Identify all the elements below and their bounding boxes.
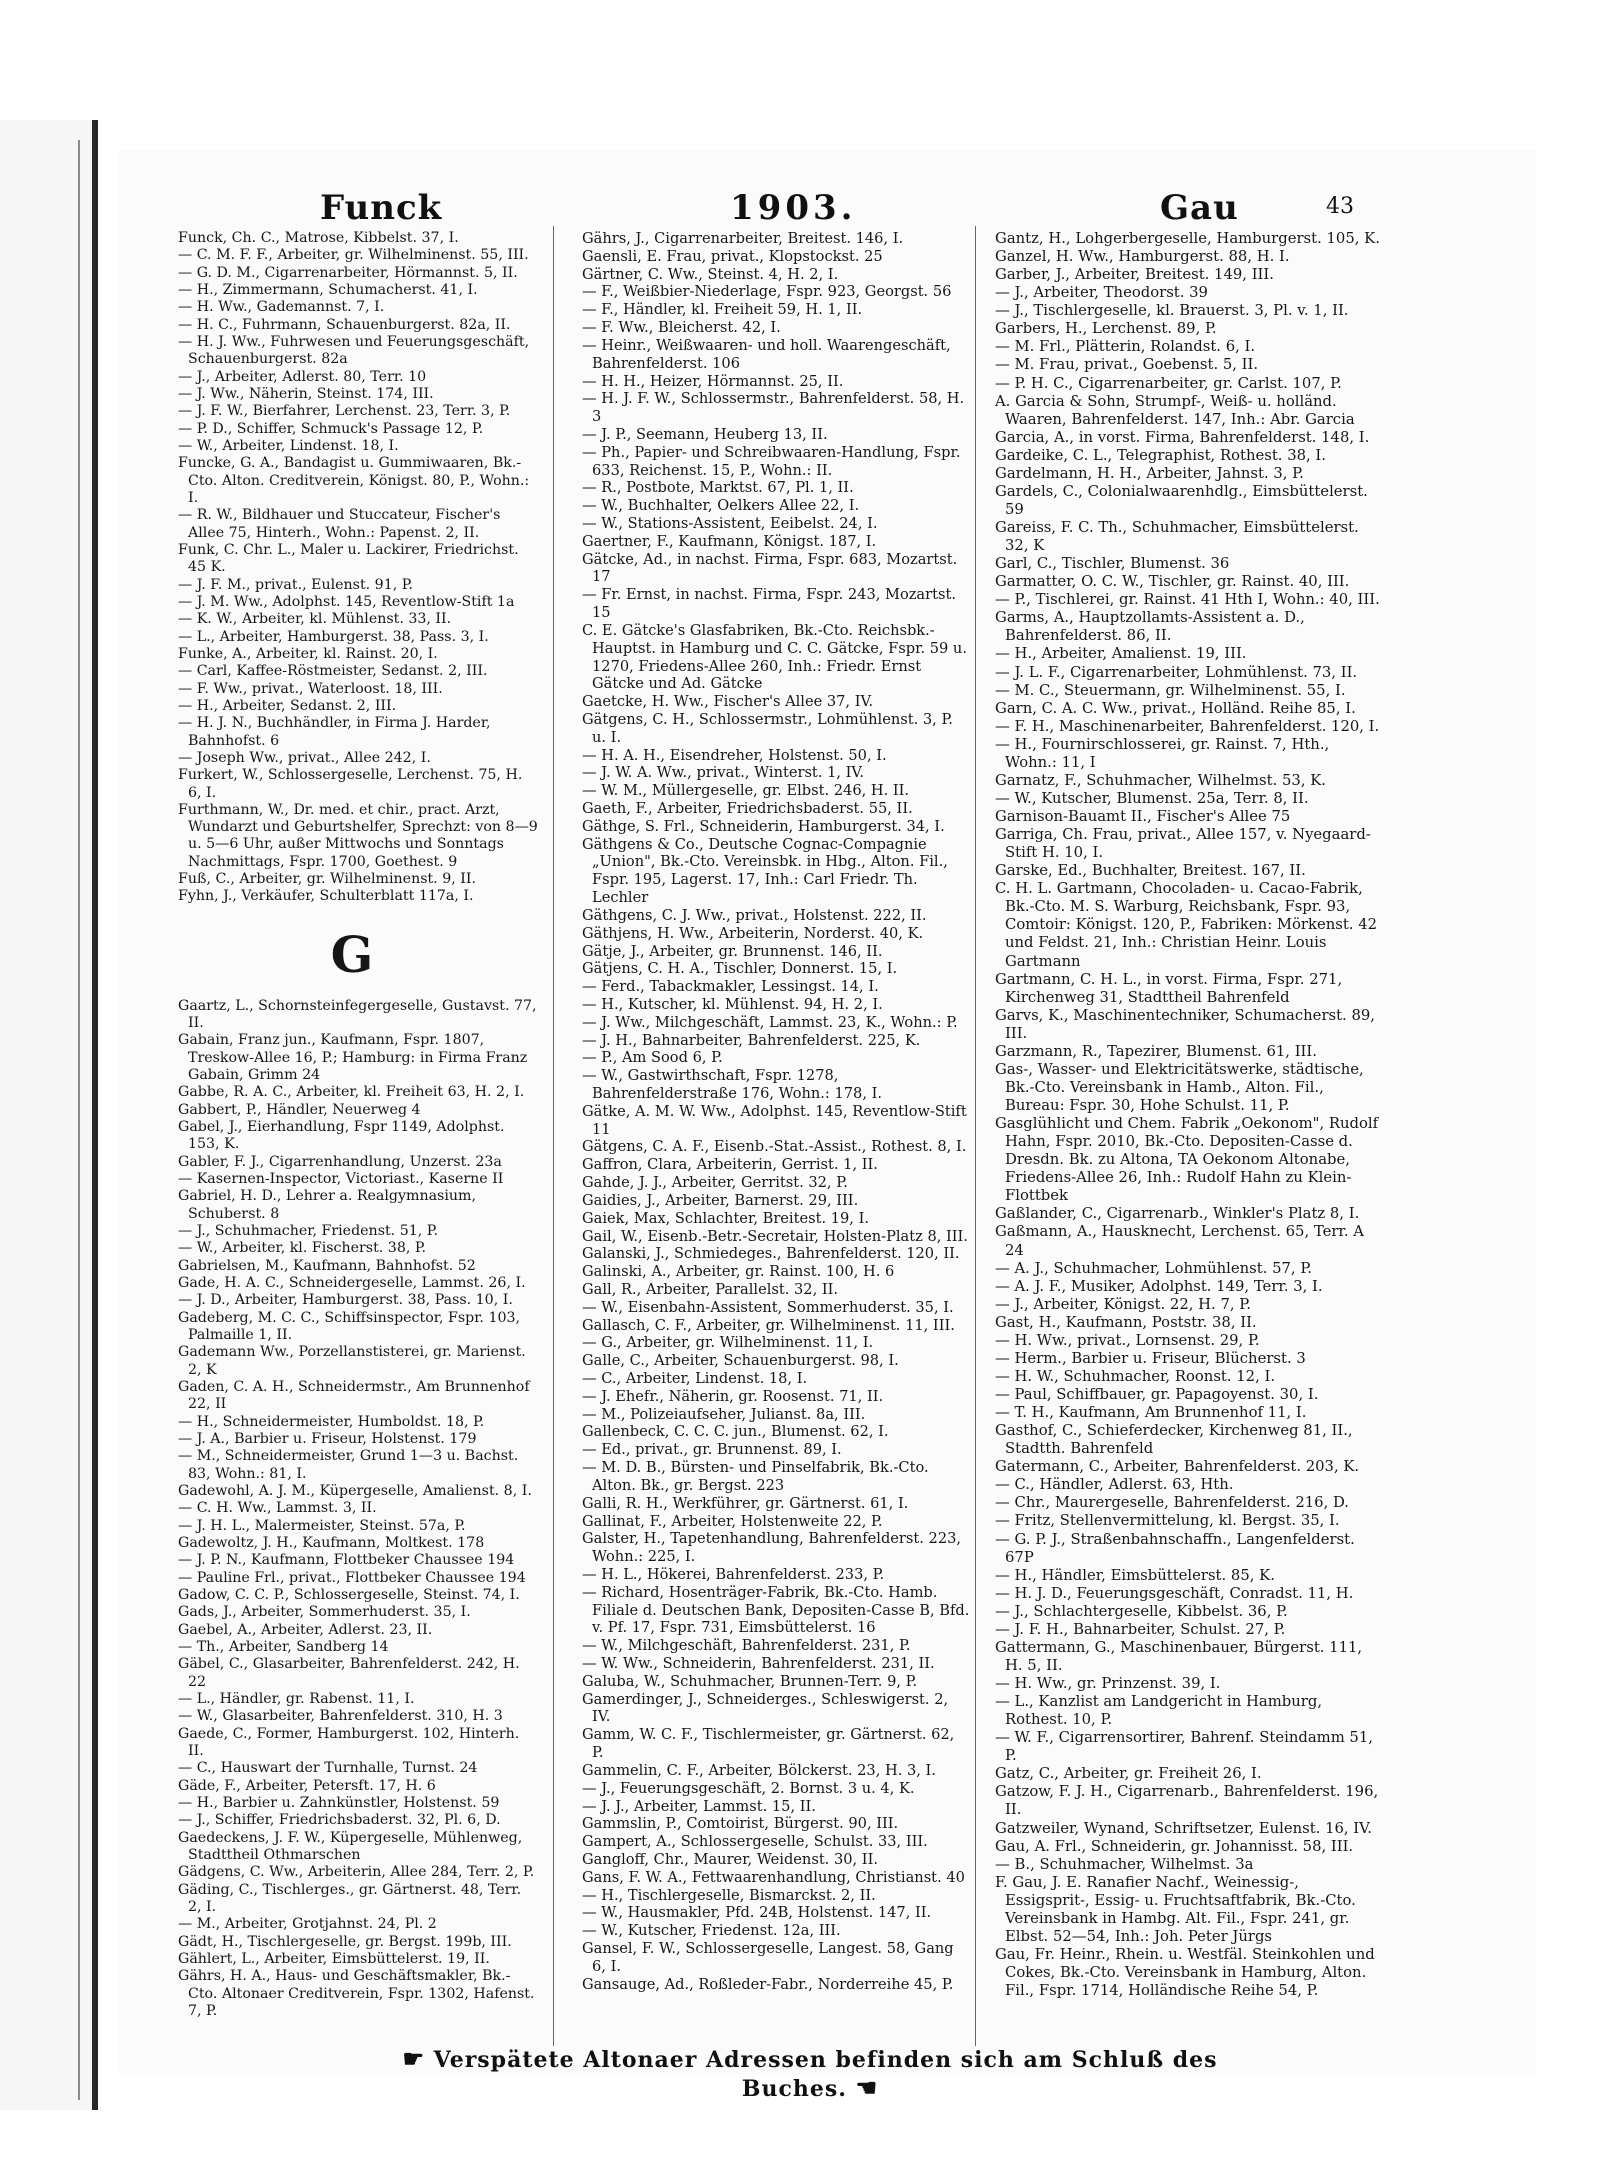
- directory-entry: — L., Händler, gr. Rabenst. 11, I.: [178, 1690, 415, 1707]
- directory-entry: Gadeberg, M. C. C., Schiffsinspector, Fspr. 103, Palmaille 1, II.: [178, 1309, 521, 1344]
- directory-entry: Funk, C. Chr. L., Maler u. Lackirer, Friedrichst. 45 K.: [178, 541, 519, 576]
- directory-entry: — H. Ww., gr. Prinzenst. 39, I.: [995, 1675, 1221, 1692]
- directory-entry: Gallasch, C. F., Arbeiter, gr. Wilhelminenst. 11, III.: [582, 1316, 955, 1334]
- directory-entry: — H., Arbeiter, Amalienst. 19, III.: [995, 645, 1247, 663]
- directory-entry: — M. C., Steuermann, gr. Wilhelminenst. 55, I.: [995, 681, 1346, 699]
- directory-entry: — H. Ww., Gademannst. 7, I.: [178, 299, 385, 316]
- directory-entry: — J. H., Bahnarbeiter, Bahrenfelderst. 225, K.: [582, 1031, 921, 1049]
- directory-entry: — J., Arbeiter, Theodorst. 39: [995, 284, 1208, 302]
- directory-entry: — G. D. M., Cigarrenarbeiter, Hörmannst. 5, II.: [178, 264, 518, 281]
- directory-entry: — A. J., Schuhmacher, Lohmühlenst. 57, P.: [995, 1259, 1312, 1277]
- directory-entry: Gansauge, Ad., Roßleder-Fabr., Norderreihe 45, P.: [582, 1975, 954, 1993]
- directory-entry: Gaartz, L., Schornsteinfegergeselle, Gustavst. 77, II.: [178, 997, 537, 1032]
- directory-entry: Gätjens, C. H. A., Tischler, Donnerst. 15, I.: [582, 960, 898, 978]
- directory-entry: Gademann Ww., Porzellanstisterei, gr. Marienst. 2, K: [178, 1344, 526, 1378]
- directory-entry: — W. Ww., Schneiderin, Bahrenfelderst. 231, II.: [582, 1655, 935, 1672]
- directory-entry: — J. Ww., Milchgeschäft, Lammst. 23, K., Wohn.: P.: [582, 1013, 958, 1031]
- directory-entry: Gätgens, C. A. F., Eisenb.-Stat.-Assist., Rothest. 8, I.: [582, 1138, 967, 1156]
- directory-entry: Gau, A. Frl., Schneiderin, gr. Johannisst. 58, III.: [995, 1837, 1354, 1855]
- directory-entry: — J., Feuerungsgeschäft, 2. Bornst. 3 u. 4, K.: [582, 1779, 915, 1797]
- directory-entry: C. H. L. Gartmann, Chocoladen- u. Cacao-Fabrik, Bk.-Cto. M. S. Warburg, Reichsbank, Fspr. 93, Comtoir: Königst. 120, P., Fabriken: Mörkenst. 42 und Feldst. 21, Inh.: Christian Heinr. Louis Gartmann: [995, 880, 1378, 970]
- directory-entry: Funcke, G. A., Bandagist u. Gummiwaaren, Bk.-Cto. Alton. Creditverein, Königst. 80, P., Wohn.: I.: [178, 455, 530, 506]
- directory-entry: — H., Barbier u. Zahnkünstler, Holstenst. 59: [178, 1794, 500, 1811]
- directory-entry: Gasthof, C., Schieferdecker, Kirchenweg 81, II., Stadtth. Bahrenfeld: [995, 1422, 1353, 1458]
- directory-entry: — J. F. M., privat., Eulenst. 91, P.: [178, 576, 413, 593]
- directory-entry: Garmatter, O. C. W., Tischler, gr. Rainst. 40, III.: [995, 573, 1350, 591]
- footer-text: Verspätete Altonaer Adressen befinden sich am Schluß des Buches.: [433, 2047, 1218, 2102]
- directory-entry: — H. W., Schuhmacher, Roonst. 12, I.: [995, 1367, 1276, 1385]
- directory-entry: Galinski, A., Arbeiter, gr. Rainst. 100, H. 6: [582, 1263, 895, 1281]
- directory-entry: Gäde, F., Arbeiter, Petersft. 17, H. 6: [178, 1777, 436, 1794]
- directory-entry: Gaden, C. A. H., Schneidermstr., Am Brunnenhof 22, II: [178, 1379, 530, 1413]
- directory-entry: — Paul, Schiffbauer, gr. Papagoyenst. 30, I.: [995, 1386, 1319, 1403]
- directory-entry: Gählert, L., Arbeiter, Eimsbüttelerst. 19, II.: [178, 1950, 490, 1967]
- directory-entry: — P. H. C., Cigarrenarbeiter, gr. Carlst. 107, P.: [995, 374, 1342, 392]
- directory-entry: — J., Arbeiter, Königst. 22, H. 7, P.: [995, 1295, 1251, 1313]
- directory-entry: Gampert, A., Schlossergeselle, Schulst. 33, III.: [582, 1833, 928, 1851]
- directory-entry: Gädgens, C. Ww., Arbeiterin, Allee 284, Terr. 2, P.: [178, 1864, 535, 1881]
- directory-entry: Gall, R., Arbeiter, Parallelst. 32, II.: [582, 1280, 839, 1298]
- directory-entry: Garl, C., Tischler, Blumenst. 36: [995, 555, 1230, 573]
- directory-entry: — C. H. Ww., Lammst. 3, II.: [178, 1500, 377, 1517]
- directory-entry: — J. M. Ww., Adolphst. 145, Reventlow-Stift 1a: [178, 593, 515, 610]
- directory-entry: Gallenbeck, C. C. C. jun., Blumenst. 62, I.: [582, 1423, 889, 1441]
- directory-entry: — H. Ww., privat., Lornsenst. 29, P.: [995, 1331, 1260, 1349]
- directory-entry: — H., Schneidermeister, Humboldst. 18, P.: [178, 1413, 485, 1430]
- directory-entry: Funck, Ch. C., Matrose, Kibbelst. 37, I.: [178, 230, 459, 246]
- directory-entry: F. Gau, J. E. Ranafier Nachf., Weinessig-, Essigsprit-, Essig- u. Fruchtsaftfabrik, Bk.-Cto. Vereinsbank in Hambg. Alt. Fil., Fspr. 241, gr. Elbst. 52—54, Inh.: Joh. Peter Jürgs: [995, 1873, 1356, 1945]
- directory-entry: Gabbe, R. A. C., Arbeiter, kl. Freiheit 63, H. 2, I.: [178, 1084, 525, 1101]
- directory-entry: — W., Kutscher, Blumenst. 25a, Terr. 8, II.: [995, 789, 1309, 807]
- directory-entry: — R. W., Bildhauer und Stuccateur, Fischer's Allee 75, Hinterh., Wohn.: Papenst. 2, II.: [178, 507, 501, 541]
- pointing-hand-right-icon: ☛: [402, 2044, 425, 2073]
- directory-entry: — F. H., Maschinenarbeiter, Bahrenfelderst. 120, I.: [995, 717, 1380, 735]
- directory-entry: Gantz, H., Lohgerbergeselle, Hamburgerst. 105, K.: [995, 230, 1380, 247]
- directory-entry: — F., Händler, kl. Freiheit 59, H. 1, II.: [582, 301, 863, 319]
- directory-entry: Gätje, J., Arbeiter, gr. Brunnenst. 146, II.: [582, 942, 883, 960]
- directory-entry: Gaebel, A., Arbeiter, Adlerst. 23, II.: [178, 1621, 433, 1638]
- directory-entry: Gabain, Franz jun., Kaufmann, Fspr. 1807, Treskow-Allee 16, P.; Hamburg: in Firma Franz Gabain, Grimm 24: [178, 1032, 528, 1084]
- directory-entry: Gans, F. W. A., Fettwaarenhandlung, Christianst. 40: [582, 1868, 965, 1886]
- directory-entry: — C. M. F. F., Arbeiter, gr. Wilhelminenst. 55, III.: [178, 247, 529, 264]
- directory-entry: Gaßmann, A., Hausknecht, Lerchenst. 65, Terr. A 24: [995, 1223, 1364, 1259]
- directory-entry: Gätcke, Ad., in nachst. Firma, Fspr. 683, Mozartst. 17: [582, 550, 958, 586]
- directory-entry: — H. J. Ww., Fuhrwesen und Feuerungsgeschäft, Schauenburgerst. 82a: [178, 333, 530, 368]
- directory-entry: Furkert, W., Schlossergeselle, Lerchenst. 75, H. 6, I.: [178, 767, 523, 801]
- directory-entry: — J., Schlachtergeselle, Kibbelst. 36, P.: [995, 1602, 1288, 1620]
- directory-entry: Gamerdinger, J., Schneiderges., Schleswigerst. 2, IV.: [582, 1690, 949, 1726]
- footer-notice: [380, 2044, 1240, 2102]
- directory-entry: — M., Schneidermeister, Grund 1—3 u. Bachst. 83, Wohn.: 81, I.: [178, 1448, 519, 1482]
- running-header: [150, 188, 1390, 228]
- directory-entry: — W., Kutscher, Friedenst. 12a, III.: [582, 1922, 841, 1940]
- directory-entry: — Fr. Ernst, in nachst. Firma, Fspr. 243, Mozartst. 15: [582, 586, 956, 622]
- directory-entry: Gade, H. A. C., Schneidergeselle, Lammst. 26, I.: [178, 1275, 526, 1292]
- column-middle: [570, 230, 970, 1993]
- directory-entry: — Ferd., Tabackmakler, Lessingst. 14, I.: [582, 978, 879, 996]
- directory-entry: Gattermann, G., Maschinenbauer, Bürgerst. 111, H. 5, II.: [995, 1638, 1363, 1674]
- directory-entry: — M., Arbeiter, Grotjahnst. 24, Pl. 2: [178, 1916, 437, 1933]
- directory-entry: Gärtner, C. Ww., Steinst. 4, H. 2, I.: [582, 265, 839, 283]
- previous-page-edge: [0, 120, 96, 2110]
- header-first-name: Funck: [320, 188, 443, 228]
- directory-entry: Gadow, C. C. P., Schlossergeselle, Steinst. 74, I.: [178, 1586, 520, 1603]
- directory-entry: — C., Arbeiter, Lindenst. 18, I.: [582, 1370, 808, 1387]
- directory-entry: Gardels, C., Colonialwaarenhdlg., Eimsbüttelerst. 59: [995, 482, 1368, 518]
- column-middle-entries: [570, 230, 970, 1993]
- directory-entry: — M. D. B., Bürsten- und Pinselfabrik, Bk.-Cto. Alton. Bk., gr. Bergst. 223: [582, 1459, 929, 1494]
- directory-entry: — L., Arbeiter, Hamburgerst. 38, Pass. 3, I.: [178, 628, 489, 645]
- directory-entry: Fuß, C., Arbeiter, gr. Wilhelminenst. 9, II.: [178, 871, 476, 888]
- directory-entry: Gaidies, J., Arbeiter, Barnerst. 29, III.: [582, 1191, 859, 1209]
- directory-entry: — C., Händler, Adlerst. 63, Hth.: [995, 1476, 1234, 1494]
- directory-entry: — Carl, Kaffee-Röstmeister, Sedanst. 2, III.: [178, 663, 488, 680]
- section-letter-g: G: [330, 924, 374, 984]
- directory-entry: Gäthgens, C. J. Ww., privat., Holstenst. 222, II.: [582, 906, 927, 924]
- directory-entry: Gätgens, C. H., Schlossermstr., Lohmühlenst. 3, P. u. I.: [582, 710, 953, 746]
- directory-entry: Gabler, F. J., Cigarrenhandlung, Unzerst. 23a: [178, 1153, 502, 1170]
- directory-entry: C. E. Gätcke's Glasfabriken, Bk.-Cto. Reichsbk.-Hauptst. in Hamburg und C. C. Gätcke, Fspr. 59 u. 1270, Friedens-Allee 260, Inh.: Friedr. Ernst Gätcke und Ad. Gätcke: [582, 621, 967, 693]
- directory-entry: — W., Glasarbeiter, Bahrenfelderst. 310, H. 3: [178, 1708, 503, 1725]
- directory-entry: Gammslin, P., Comtoirist, Bürgerst. 90, III.: [582, 1815, 899, 1833]
- directory-entry: — Chr., Maurergeselle, Bahrenfelderst. 216, D.: [995, 1494, 1350, 1512]
- directory-entry: — M., Polizeiaufseher, Julianst. 8a, III.: [582, 1405, 866, 1423]
- column-right-entries: [983, 230, 1383, 2000]
- directory-entry: — J. H. L., Malermeister, Steinst. 57a, P.: [178, 1517, 466, 1534]
- directory-entry: Gatzweiler, Wynand, Schriftsetzer, Eulenst. 16, IV.: [995, 1819, 1372, 1837]
- directory-entry: Gau, Fr. Heinr., Rhein. u. Westfäl. Steinkohlen und Cokes, Bk.-Cto. Vereinsbank in Hamburg, Alton. Fil., Fspr. 1714, Holländische Reihe 54, P.: [995, 1945, 1375, 2000]
- directory-entry: — F. Ww., privat., Waterloost. 18, III.: [178, 680, 443, 697]
- directory-entry: — J. A., Barbier u. Friseur, Holstenst. 179: [178, 1431, 477, 1447]
- directory-entry: — J., Schiffer, Friedrichsbaderst. 32, Pl. 6, D.: [178, 1812, 501, 1829]
- directory-entry: — J. P. N., Kaufmann, Flottbeker Chaussee 194: [178, 1552, 515, 1569]
- directory-entry: Gamm, W. C. F., Tischlermeister, gr. Gärtnerst. 62, P.: [582, 1726, 955, 1762]
- directory-entry: — T. H., Kaufmann, Am Brunnenhof 11, I.: [995, 1404, 1307, 1422]
- directory-entry: — J. D., Arbeiter, Hamburgerst. 38, Pass. 10, I.: [178, 1292, 513, 1309]
- directory-entry: Gadewohl, A. J. M., Küpergeselle, Amalienst. 8, I.: [178, 1482, 532, 1499]
- directory-entry: — W., Arbeiter, Lindenst. 18, I.: [178, 437, 399, 454]
- directory-entry: Gädt, H., Tischlergeselle, gr. Bergst. 199b, III.: [178, 1933, 512, 1950]
- directory-entry: Funke, A., Arbeiter, kl. Rainst. 20, I.: [178, 645, 438, 662]
- directory-entry: — H., Arbeiter, Sedanst. 2, III.: [178, 697, 397, 714]
- directory-entry: — H., Zimmermann, Schumacherst. 41, I.: [178, 281, 478, 298]
- directory-entry: — P. D., Schiffer, Schmuck's Passage 12, P.: [178, 420, 484, 437]
- directory-entry: Gätke, A. M. W. Ww., Adolphst. 145, Reventlow-Stift 11: [582, 1102, 967, 1138]
- directory-entry: — H. L., Hökerei, Bahrenfelderst. 233, P.: [582, 1565, 885, 1583]
- directory-entry: — J. F. W., Bierfahrer, Lerchenst. 23, Terr. 3, P.: [178, 403, 511, 420]
- directory-entry: — Pauline Frl., privat., Flottbeker Chaussee 194: [178, 1569, 526, 1586]
- directory-entry: — L., Kanzlist am Landgericht in Hamburg, Rothest. 10, P.: [995, 1693, 1323, 1729]
- directory-entry: Garcia, A., in vorst. Firma, Bahrenfelderst. 148, I.: [995, 428, 1370, 446]
- header-year: 1903.: [730, 188, 857, 228]
- directory-entry: Garbers, H., Lerchenst. 89, P.: [995, 320, 1217, 338]
- directory-entry: Galster, H., Tapetenhandlung, Bahrenfelderst. 223, Wohn.: 225, I.: [582, 1530, 962, 1566]
- directory-entry: — H. C., Fuhrmann, Schauenburgerst. 82a, II.: [178, 316, 511, 333]
- directory-entry: Gäthjens, H. Ww., Arbeiterin, Norderst. 40, K.: [582, 924, 924, 942]
- directory-entry: Galanski, J., Schmiedeges., Bahrenfelderst. 120, II.: [582, 1245, 960, 1263]
- directory-entry: — W., Arbeiter, kl. Fischerst. 38, P.: [178, 1240, 427, 1257]
- directory-entry: Garms, A., Hauptzollamts-Assistent a. D., Bahrenfelderst. 86, II.: [995, 609, 1305, 645]
- directory-entry: Gas-, Wasser- und Elektricitätswerke, städtische, Bk.-Cto. Vereinsbank in Hamb., Alton. Fil., Bureau: Fspr. 30, Hohe Schulst. 11, P.: [995, 1060, 1364, 1114]
- directory-entry: Gährs, J., Cigarrenarbeiter, Breitest. 146, I.: [582, 230, 904, 247]
- directory-entry: Gaensli, E. Frau, privat., Klopstockst. 25: [582, 247, 883, 265]
- directory-entry: Gabriel, H. D., Lehrer a. Realgymnasium, Schuberst. 8: [178, 1188, 476, 1222]
- directory-entry: — H., Händler, Eimsbüttelerst. 85, K.: [995, 1566, 1275, 1584]
- directory-entry: — C., Hauswart der Turnhalle, Turnst. 24: [178, 1760, 478, 1777]
- directory-entry: Gaeth, F., Arbeiter, Friedrichsbaderst. 55, II.: [582, 800, 913, 817]
- directory-entry: Gallinat, F., Arbeiter, Holstenweite 22, P.: [582, 1512, 883, 1530]
- pointing-hand-left-icon: ☚: [855, 2073, 879, 2102]
- directory-entry: — W., Eisenbahn-Assistent, Sommerhuderst. 35, I.: [582, 1298, 954, 1316]
- directory-entry: Garnison-Bauamt II., Fischer's Allee 75: [995, 808, 1291, 825]
- directory-entry: Garvs, K., Maschinentechniker, Schumacherst. 89, III.: [995, 1006, 1375, 1042]
- directory-entry: Garzmann, R., Tapezirer, Blumenst. 61, III.: [995, 1042, 1317, 1060]
- column-left-f-entries: [166, 230, 538, 906]
- directory-entry: — W., Buchhalter, Oelkers Allee 22, I.: [582, 497, 860, 515]
- directory-entry: — H. J. N., Buchhändler, in Firma J. Harder, Bahnhofst. 6: [178, 715, 491, 749]
- directory-entry: — H., Kutscher, kl. Mühlenst. 94, H. 2, I.: [582, 995, 883, 1013]
- directory-entry: Garske, Ed., Buchhalter, Breitest. 167, II.: [995, 862, 1306, 880]
- directory-entry: Galle, C., Arbeiter, Schauenburgerst. 98, I.: [582, 1352, 899, 1370]
- previous-page-margin-line: [78, 140, 80, 2100]
- directory-entry: — W. F., Cigarrensortirer, Bahrenf. Steindamm 51, P.: [995, 1729, 1373, 1765]
- column-left: [166, 230, 538, 2020]
- directory-entry: — J. L. F., Cigarrenarbeiter, Lohmühlenst. 73, II.: [995, 663, 1358, 681]
- directory-entry: — P., Am Sood 6, P.: [582, 1049, 723, 1067]
- directory-entry: Garn, C. A. C. Ww., privat., Holländ. Reihe 85, I.: [995, 699, 1356, 717]
- column-right: [983, 230, 1383, 2000]
- directory-entry: Garriga, Ch. Frau, privat., Allee 157, v. Nyegaard-Stift H. 10, I.: [995, 826, 1371, 862]
- directory-entry: Gahde, J. J., Arbeiter, Gerritst. 32, P.: [582, 1174, 848, 1192]
- directory-entry: Gabbert, P., Händler, Neuerweg 4: [178, 1101, 421, 1118]
- directory-entry: Ganzel, H. Ww., Hamburgerst. 88, H. I.: [995, 248, 1290, 266]
- directory-entry: Gail, W., Eisenb.-Betr.-Secretair, Holsten-Platz 8, III.: [582, 1227, 968, 1245]
- directory-entry: Gaetcke, H. Ww., Fischer's Allee 37, IV.: [582, 693, 874, 711]
- directory-entry: — Ed., privat., gr. Brunnenst. 89, I.: [582, 1441, 842, 1459]
- directory-entry: Gaffron, Clara, Arbeiterin, Gerrist. 1, II.: [582, 1156, 878, 1174]
- directory-entry: Gammelin, C. F., Arbeiter, Bölckerst. 23, H. 3, I.: [582, 1761, 936, 1779]
- directory-entry: Gatermann, C., Arbeiter, Bahrenfelderst. 203, K.: [995, 1458, 1360, 1476]
- directory-entry: Garnatz, F., Schuhmacher, Wilhelmst. 53, K.: [995, 771, 1326, 789]
- directory-entry: Gardelmann, H. H., Arbeiter, Jahnst. 3, P.: [995, 464, 1304, 482]
- directory-entry: — J. F. H., Bahnarbeiter, Schulst. 27, P.: [995, 1620, 1286, 1638]
- directory-entry: — J. Ehefr., Näherin, gr. Roosenst. 71, II.: [582, 1387, 884, 1405]
- directory-entry: — W., Stations-Assistent, Eeibelst. 24, I.: [582, 515, 878, 532]
- directory-entry: Gäthgens & Co., Deutsche Cognac-Compagnie „Union", Bk.-Cto. Vereinsbk. in Hbg., Alton. Fil., Fspr. 195, Lagerst. 17, Inh.: Carl Friedr. Th. Lechler: [582, 835, 948, 907]
- directory-entry: — Th., Arbeiter, Sandberg 14: [178, 1638, 389, 1655]
- directory-entry: Gährs, H. A., Haus- und Geschäftsmakler, Bk.-Cto. Altonaer Creditverein, Fspr. 1302, Hafenst. 7, P.: [178, 1968, 535, 2019]
- directory-entry: — Ph., Papier- und Schreibwaaren-Handlung, Fspr. 633, Reichenst. 15, P., Wohn.: II.: [582, 443, 961, 479]
- directory-entry: — J. Ww., Näherin, Steinst. 174, III.: [178, 385, 434, 402]
- directory-entry: — Joseph Ww., privat., Allee 242, I.: [178, 749, 431, 766]
- directory-entry: — Kasernen-Inspector, Victoriast., Kaserne II: [178, 1171, 504, 1188]
- directory-entry: — A. J. F., Musiker, Adolphst. 149, Terr. 3, I.: [995, 1277, 1323, 1295]
- directory-entry: — J., Arbeiter, Adlerst. 80, Terr. 10: [178, 368, 427, 385]
- directory-entry: Gabrielsen, M., Kaufmann, Bahnhofst. 52: [178, 1257, 476, 1274]
- directory-entry: Gangloff, Chr., Maurer, Weidenst. 30, II.: [582, 1850, 878, 1868]
- directory-entry: Gaertner, F., Kaufmann, Königst. 187, I.: [582, 532, 877, 550]
- directory-entry: — H. H., Heizer, Hörmannst. 25, II.: [582, 372, 844, 390]
- directory-entry: — H., Tischlergeselle, Bismarckst. 2, II.: [582, 1886, 876, 1904]
- directory-entry: — P., Tischlerei, gr. Rainst. 41 Hth I, Wohn.: 40, III.: [995, 591, 1380, 609]
- directory-entry: Gadewoltz, J. H., Kaufmann, Moltkest. 178: [178, 1534, 485, 1551]
- directory-entry: Gartmann, C. H. L., in vorst. Firma, Fspr. 271, Kirchenweg 31, Stadttheil Bahrenfeld: [995, 970, 1343, 1006]
- directory-entry: — Heinr., Weißwaaren- und holl. Waarengeschäft, Bahrenfelderst. 106: [582, 336, 951, 372]
- directory-entry: Gatz, C., Arbeiter, gr. Freiheit 26, I.: [995, 1765, 1262, 1783]
- directory-entry: — Richard, Hosenträger-Fabrik, Bk.-Cto. Hamb. Filiale d. Deutschen Bank, Depositen-Casse B, Bfd. v. Pf. 17, Fspr. 731, Eimsbüttelerst. 16: [582, 1583, 970, 1637]
- directory-entry: Gaßlander, C., Cigarrenarb., Winkler's Platz 8, I.: [995, 1205, 1360, 1223]
- directory-entry: Gads, J., Arbeiter, Sommerhuderst. 35, I.: [178, 1604, 471, 1621]
- directory-entry: — M. Frl., Plätterin, Rolandst. 6, I.: [995, 338, 1256, 356]
- directory-entry: — J. P., Seemann, Heuberg 13, II.: [582, 425, 828, 443]
- directory-entry: — J., Tischlergeselle, kl. Brauerst. 3, Pl. v. 1, II.: [995, 302, 1349, 320]
- directory-entry: — K. W., Arbeiter, kl. Mühlenst. 33, II.: [178, 611, 452, 628]
- directory-entry: — H. J. F. W., Schlossermstr., Bahrenfelderst. 58, H. 3: [582, 390, 965, 426]
- directory-entry: — W., Gastwirthschaft, Fspr. 1278, Bahrenfelderstraße 176, Wohn.: 178, I.: [582, 1067, 883, 1102]
- directory-entry: Gareiss, F. C. Th., Schuhmacher, Eimsbüttelerst. 32, K: [995, 519, 1359, 555]
- directory-entry: — W., Hausmakler, Pfd. 24B, Holstenst. 147, II.: [582, 1904, 932, 1922]
- directory-entry: — F. Ww., Bleicherst. 42, I.: [582, 319, 781, 337]
- directory-entry: Galuba, W., Schuhmacher, Brunnen-Terr. 9, P.: [582, 1672, 918, 1690]
- header-last-name: Gau: [1160, 188, 1239, 228]
- directory-entry: Fyhn, J., Verkäufer, Schulterblatt 117a, I.: [178, 888, 474, 905]
- directory-entry: Gast, H., Kaufmann, Poststr. 38, II.: [995, 1313, 1257, 1331]
- directory-entry: Gaiek, Max, Schlachter, Breitest. 19, I.: [582, 1209, 869, 1227]
- directory-entry: Furthmann, W., Dr. med. et chir., pract. Arzt, Wundarzt und Geburtshelfer, Sprechzt: von 8—9 u. 5—6 Uhr, außer Mittwochs und Sonntags Nachmittags, Fspr. 1700, Goethest. 9: [178, 801, 538, 870]
- directory-entry: Garber, J., Arbeiter, Breitest. 149, III.: [995, 266, 1274, 284]
- directory-entry: — G. P. J., Straßenbahnschaffn., Langenfelderst. 67P: [995, 1530, 1355, 1566]
- directory-entry: Gaedeckens, J. F. W., Küpergeselle, Mühlenweg, Stadttheil Othmarschen: [178, 1829, 523, 1863]
- directory-entry: Gardeike, C. L., Telegraphist, Rothest. 38, I.: [995, 446, 1326, 464]
- page-number: 43: [1326, 194, 1354, 219]
- directory-entry: — F., Weißbier-Niederlage, Fspr. 923, Georgst. 56: [582, 283, 952, 301]
- directory-entry: Gasglühlicht und Chem. Fabrik „Oekonom", Rudolf Hahn, Fspr. 2010, Bk.-Cto. Depositen-Casse d. Dresdn. Bk. zu Altona, TA Oekonom Altonabe, Friedens-Allee 26, Inh.: Rudolf Hahn zu Klein-Flottbek: [995, 1115, 1379, 1205]
- directory-entry: — Herm., Barbier u. Friseur, Blücherst. 3: [995, 1349, 1306, 1367]
- directory-entry: Gäthge, S. Frl., Schneiderin, Hamburgerst. 34, I.: [582, 817, 945, 835]
- directory-entry: — J., Schuhmacher, Friedenst. 51, P.: [178, 1223, 438, 1240]
- column-left-g-entries: [166, 998, 538, 2020]
- directory-entry: Gäding, C., Tischlerges., gr. Gärtnerst. 48, Terr. 2, I.: [178, 1881, 522, 1915]
- directory-entry: — G., Arbeiter, gr. Wilhelminenst. 11, I.: [582, 1334, 874, 1352]
- directory-entry: — W. M., Müllergeselle, gr. Elbst. 246, H. II.: [582, 782, 910, 800]
- directory-entry: — H. J. D., Feuerungsgeschäft, Conradst. 11, H.: [995, 1584, 1354, 1602]
- directory-entry: — R., Postbote, Marktst. 67, Pl. 1, II.: [582, 479, 854, 497]
- directory-entry: — H., Fournirschlosserei, gr. Rainst. 7, Hth., Wohn.: 11, I: [995, 735, 1330, 771]
- directory-entry: — M. Frau, privat., Goebenst. 5, II.: [995, 356, 1259, 374]
- book-gutter-shadow: [92, 120, 98, 2110]
- directory-entry: — Fritz, Stellenvermittelung, kl. Bergst. 35, I.: [995, 1512, 1340, 1530]
- column-rule-left: [553, 226, 554, 2046]
- directory-entry: Gäbel, C., Glasarbeiter, Bahrenfelderst. 242, H. 22: [178, 1656, 520, 1690]
- directory-entry: Gabel, J., Eierhandlung, Fspr 1149, Adolphst. 153, K.: [178, 1119, 505, 1153]
- column-rule-right: [975, 226, 976, 2046]
- directory-entry: Gansel, F. W., Schlossergeselle, Langest. 58, Gang 6, I.: [582, 1940, 954, 1975]
- directory-entry: — B., Schuhmacher, Wilhelmst. 3a: [995, 1855, 1254, 1873]
- directory-entry: Galli, R. H., Werkführer, gr. Gärtnerst. 61, I.: [582, 1494, 909, 1512]
- directory-entry: — J. W. A. Ww., privat., Winterst. 1, IV.: [582, 764, 865, 782]
- directory-entry: — W., Milchgeschäft, Bahrenfelderst. 231, P.: [582, 1637, 911, 1655]
- directory-entry: A. Garcia & Sohn, Strumpf-, Weiß- u. holländ. Waaren, Bahrenfelderst. 147, Inh.: Abr. Garcia: [995, 392, 1355, 428]
- directory-entry: Gaede, C., Former, Hamburgerst. 102, Hinterh. II.: [178, 1725, 520, 1759]
- directory-entry: — J. J., Arbeiter, Lammst. 15, II.: [582, 1797, 816, 1815]
- directory-entry: Gatzow, F. J. H., Cigarrenarb., Bahrenfelderst. 196, II.: [995, 1783, 1379, 1819]
- directory-entry: — H. A. H., Eisendreher, Holstenst. 50, I.: [582, 746, 887, 764]
